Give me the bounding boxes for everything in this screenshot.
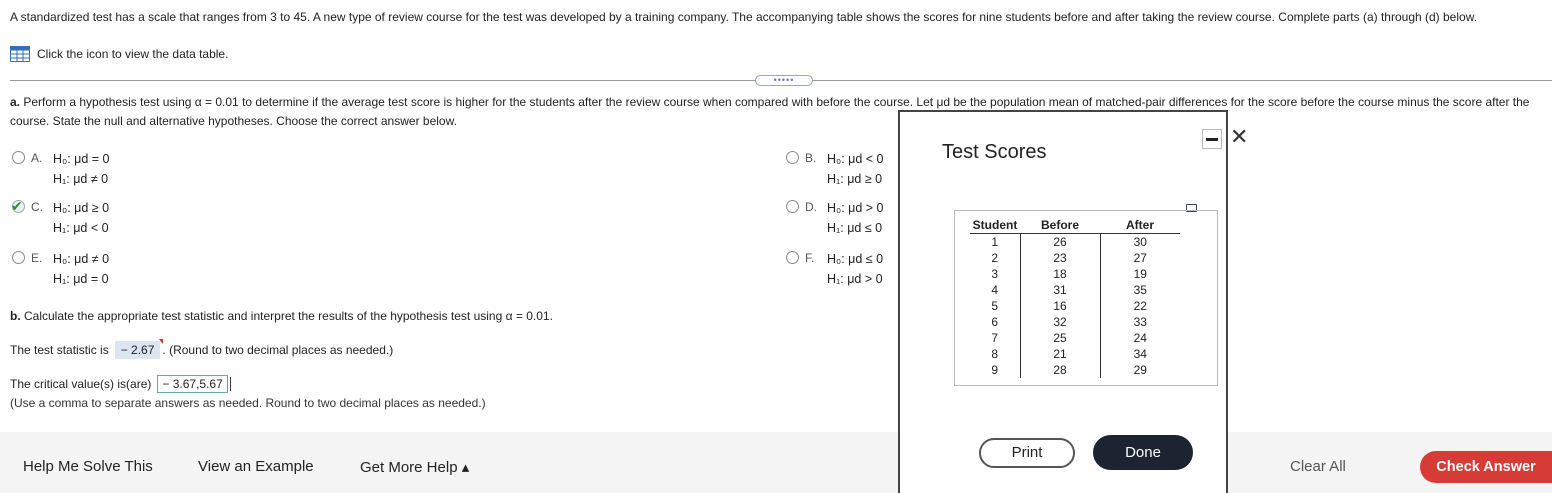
data-table-link[interactable] — [10, 46, 228, 62]
test-statistic-suffix: . (Round to two decimal places as needed.) — [162, 343, 394, 357]
before-cell: 32 — [1020, 314, 1100, 330]
choice-c-letter: C. — [31, 200, 43, 214]
data-table-container — [954, 210, 1218, 386]
critical-value-prefix: The critical value(s) is(are) — [10, 377, 152, 391]
close-icon[interactable]: ✕ — [1230, 124, 1249, 149]
data-link-label[interactable]: Click the icon to view the data table. — [37, 47, 229, 61]
data-table-dialog — [898, 110, 1249, 493]
choice-b-radio[interactable] — [786, 151, 799, 164]
student-cell: 6 — [991, 314, 999, 329]
student-cell: 9 — [991, 362, 999, 377]
table-row — [970, 314, 1180, 330]
choice-a-h0: H₀: μd = 0 — [53, 152, 110, 166]
check-answer-button[interactable]: Check Answer — [1420, 451, 1552, 483]
dialog-title: Test Scores — [942, 141, 1047, 163]
table-row — [970, 346, 1180, 362]
table-row — [970, 250, 1180, 266]
student-cell: 8 — [991, 346, 999, 361]
choice-e-radio[interactable] — [12, 251, 25, 264]
test-statistic-prefix: The test statistic is — [10, 343, 109, 357]
table-grid-icon[interactable] — [10, 46, 30, 62]
student-cell: 7 — [991, 330, 999, 345]
header-student: Student — [970, 218, 1020, 233]
after-cell: 35 — [1100, 282, 1180, 298]
student-cell: 2 — [991, 250, 999, 265]
before-cell: 23 — [1020, 250, 1100, 266]
table-row — [970, 233, 1180, 250]
choice-f-letter: F. — [805, 251, 815, 265]
choice-d-letter: D. — [805, 200, 817, 214]
choice-e-h1: H₁: μd = 0 — [53, 272, 109, 286]
choice-d-radio[interactable] — [786, 200, 799, 213]
choice-b-letter: B. — [805, 151, 817, 165]
clear-all-button[interactable]: Clear All — [1290, 458, 1346, 475]
choice-c-h1: H₁: μd < 0 — [53, 221, 109, 235]
text-cursor — [230, 377, 231, 391]
table-row — [970, 362, 1180, 378]
test-statistic-value[interactable]: − 2.67 — [120, 343, 155, 357]
student-cell: 4 — [991, 282, 999, 297]
checkmark-icon: ✔ — [11, 198, 23, 214]
choice-e-letter: E. — [31, 251, 43, 265]
table-row — [970, 266, 1180, 282]
after-cell: 33 — [1100, 314, 1180, 330]
student-cell: 3 — [991, 266, 999, 281]
table-row — [970, 298, 1180, 314]
minimize-button[interactable] — [1202, 129, 1222, 149]
after-cell: 19 — [1100, 266, 1180, 282]
header-after: After — [1100, 218, 1180, 233]
choice-a-h1: H₁: μd ≠ 0 — [53, 172, 109, 186]
incorrect-marker-icon — [159, 339, 163, 344]
choice-c[interactable] — [12, 198, 109, 238]
choice-e-h0: H₀: μd ≠ 0 — [53, 252, 110, 266]
before-cell: 31 — [1020, 282, 1100, 298]
part-b-prompt — [10, 309, 553, 323]
problem-intro: A standardized test has a scale that ranges from 3 to 45. A new type of review course for the test was developed by a training company. The accompanying table shows the scores for nine students before and after taking the review course. Complete parts (a) through (d) below. — [10, 10, 1478, 24]
after-cell: 24 — [1100, 330, 1180, 346]
choice-f[interactable] — [786, 249, 883, 289]
before-cell: 26 — [1020, 233, 1100, 250]
before-cell: 16 — [1020, 298, 1100, 314]
print-button[interactable]: Print — [979, 438, 1075, 468]
part-a-prompt — [10, 93, 1550, 131]
part-b-text: Calculate the appropriate test statistic and interpret the results of the hypothesis test using α = 0.01. — [20, 309, 553, 323]
choice-c-h0: H₀: μd ≥ 0 — [53, 201, 110, 215]
get-more-help-button[interactable]: Get More Help ▴ — [360, 459, 470, 476]
choice-e[interactable] — [12, 249, 109, 289]
table-row — [970, 330, 1180, 346]
after-cell: 34 — [1100, 346, 1180, 362]
choice-a-radio[interactable] — [12, 151, 25, 164]
after-cell: 30 — [1100, 233, 1180, 250]
critical-value-input[interactable]: − 3.67,5.67 — [157, 375, 227, 393]
after-cell: 22 — [1100, 298, 1180, 314]
before-cell: 25 — [1020, 330, 1100, 346]
before-cell: 18 — [1020, 266, 1100, 282]
choice-f-h1: H₁: μd > 0 — [827, 272, 883, 286]
done-button[interactable]: Done — [1093, 435, 1193, 470]
student-cell: 5 — [991, 298, 999, 313]
test-scores-table — [970, 218, 1180, 378]
student-cell: 1 — [991, 234, 999, 249]
choice-d[interactable] — [786, 198, 884, 238]
part-a-label: a. — [10, 95, 21, 109]
table-row — [970, 282, 1180, 298]
test-statistic-answer[interactable] — [115, 341, 161, 359]
critical-value-line — [10, 375, 231, 393]
after-cell: 29 — [1100, 362, 1180, 378]
critical-value-note: (Use a comma to separate answers as needed. Round to two decimal places as needed.) — [10, 396, 486, 410]
choice-a[interactable] — [12, 149, 110, 189]
view-example-button[interactable]: View an Example — [198, 458, 314, 475]
choice-b[interactable] — [786, 149, 884, 189]
choice-d-h0: H₀: μd > 0 — [827, 201, 884, 215]
choice-c-radio[interactable] — [12, 200, 25, 213]
before-cell: 28 — [1020, 362, 1100, 378]
part-b-label: b. — [10, 309, 21, 323]
choice-b-h1: H₁: μd ≥ 0 — [827, 172, 883, 186]
header-before: Before — [1020, 218, 1100, 233]
choice-d-h1: H₁: μd ≤ 0 — [827, 221, 883, 235]
expand-toggle[interactable]: ••••• — [755, 75, 813, 86]
before-cell: 21 — [1020, 346, 1100, 362]
help-me-solve-button[interactable]: Help Me Solve This — [23, 458, 153, 475]
test-statistic-line — [10, 341, 393, 359]
choice-b-h0: H₀: μd < 0 — [827, 152, 884, 166]
choice-a-letter: A. — [31, 151, 43, 165]
after-cell: 27 — [1100, 250, 1180, 266]
part-a-text: Perform a hypothesis test using α = 0.01 to determine if the average test score is higher for the students after the review course when compared with before the course. Let μd be the population mean of matched-pair differences for the score before the course minus the score after the course. State the null and alternative hypotheses. Choose the correct answer below. — [10, 95, 1530, 128]
choice-f-radio[interactable] — [786, 251, 799, 264]
choice-f-h0: H₀: μd ≤ 0 — [827, 252, 884, 266]
